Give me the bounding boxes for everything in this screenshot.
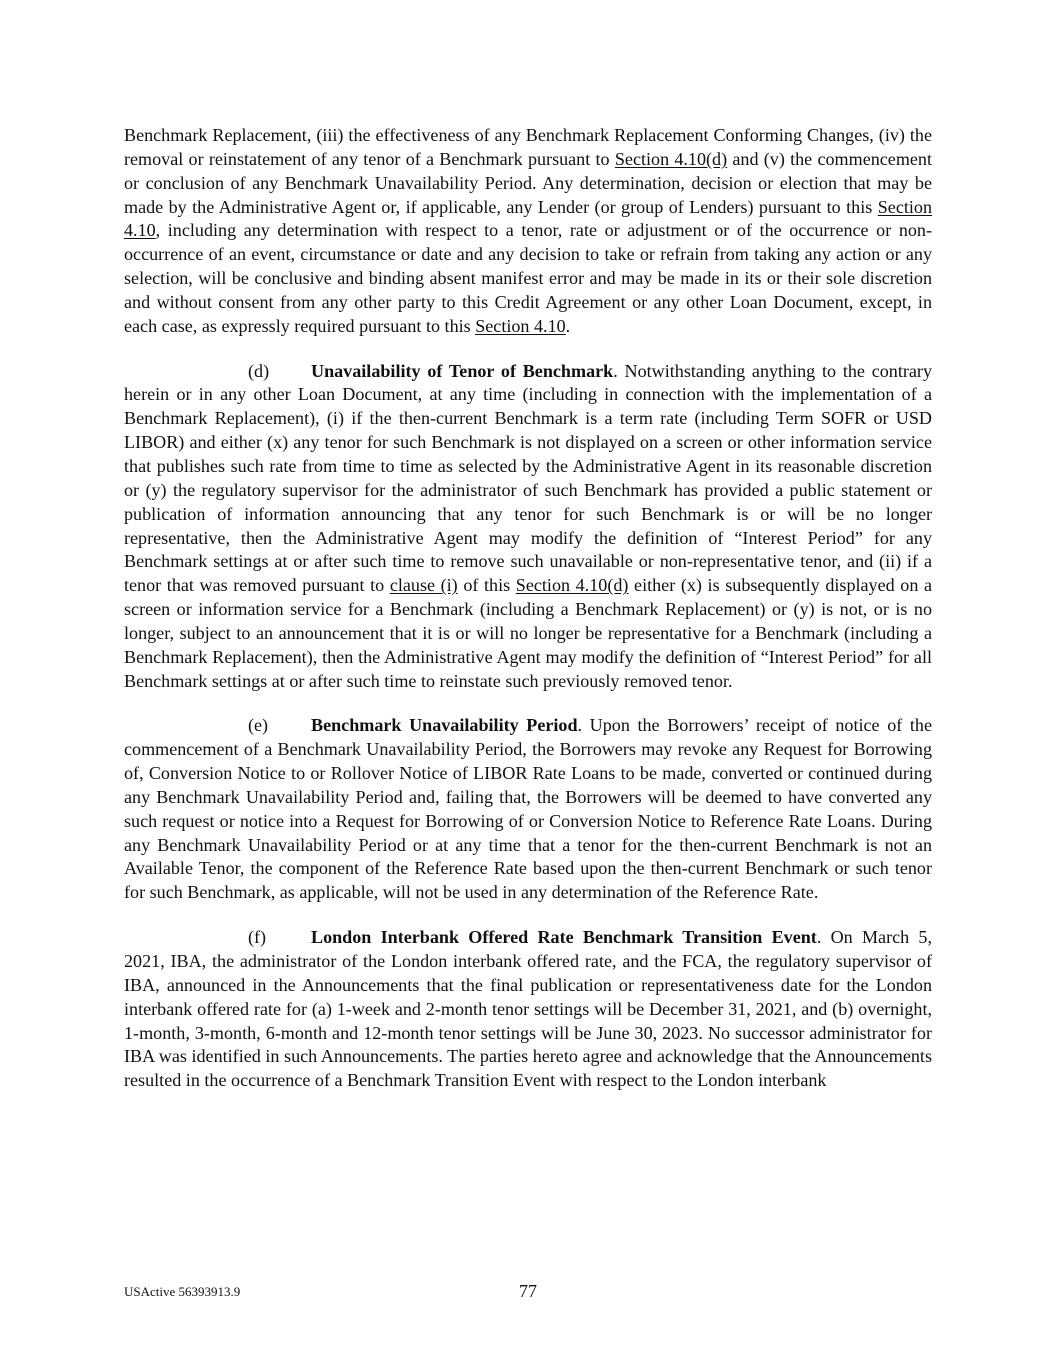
section-number: (f) — [248, 927, 267, 948]
cross-reference-link[interactable]: clause (i) — [389, 575, 458, 596]
text-run: either (x) is subsequently displayed on a screen or information service for a Benchmark (including a Benchmark Replacement) or (y) is not, or is no longer, subject to an announcement that it is or will no longer be representative for a Benchmark (including a Benchmark Replacement), then the Administrative Agent may modify the definition of “Interest Period” for all Benchmark settings at or after such time to reinstate such previously removed tenor. — [124, 575, 933, 691]
cross-reference-link[interactable]: Section 4.10(d) — [614, 148, 728, 169]
cross-reference-link[interactable]: Section 4.10(d) — [515, 575, 629, 596]
paragraph-section-c-continued — [124, 124, 932, 339]
text-run: and (v) the commencement or conclusion of any Benchmark Unavailability Period. Any determination, decision or election that may be made by the Administrative Agent or, if applicable, any Lender (or group of Lenders) pursuant to this — [124, 148, 933, 217]
section-number: (d) — [248, 360, 270, 381]
text-run: . — [565, 315, 571, 336]
cross-reference-link[interactable]: Section 4.10 — [475, 315, 566, 336]
text-run: . Upon the Borrowers’ receipt of notice of the commencement of a Benchmark Unavailability Period, the Borrowers may revoke any Request for Borrowing of, Conversion Notice to or Rollover Notice of LIBOR Rate Loans to be made, converted or continued during any Benchmark Unavailability Period and, failing that, the Borrowers will be deemed to have converted any such request or notice into a Request for Borrowing of or Conversion Notice to Reference Rate Loans. During any Benchmark Unavailability Period or at any time that a tenor for the then-current Benchmark is not an Available Tenor, the component of the Reference Rate based upon the then-current Benchmark or such tenor for such Benchmark, as applicable, will not be used in any determination of the Reference Rate. — [124, 715, 932, 903]
document-body — [124, 124, 932, 1093]
text-run: . On March 5, 2021, IBA, the administrator of the London interbank offered rate, and the FCA, the regulatory supervisor of IBA, announced in the Announcements that the final publication or representativeness date for the London interbank offered rate for (a) 1-week and 2-month tenor settings will be December 31, 2021, and (b) overnight, 1-month, 3-month, 6-month and 12-month tenor settings will be June 30, 2023. No successor administrator for IBA was identified in such Announcements. The parties hereto agree and acknowledge that the Announcements resulted in the occurrence of a Benchmark Transition Event with respect to the London interbank — [124, 927, 933, 1091]
text-run: of this — [457, 575, 516, 596]
page-number: 77 — [519, 1281, 537, 1301]
section-number: (e) — [248, 715, 269, 736]
text-run: . Notwithstanding anything to the contrary herein or in any other Loan Document, at any time (including in connection with the implementation of a Benchmark Replacement), (i) if the then-current Benchmark is a term rate (including Term SOFR or USD LIBOR) and either (x) any tenor for such Benchmark is not displayed on a screen or other information service that publishes such rate from time to time as selected by the Administrative Agent in its reasonable discretion or (y) the regulatory supervisor for the administrator of such Benchmark has provided a public statement or publication of information announcing that any tenor for such Benchmark is or will be no longer representative, then the Administrative Agent may modify the definition of “Interest Period” for any Benchmark settings at or after such time to remove such unavailable or non-representative tenor, and (ii) if a tenor that was removed pursuant to — [124, 360, 933, 596]
section-heading: Unavailability of Tenor of Benchmark — [311, 360, 614, 381]
section-heading: Benchmark Unavailability Period — [311, 715, 578, 736]
section-heading: London Interbank Offered Rate Benchmark Transition Event — [311, 927, 817, 948]
paragraph-section-e — [124, 714, 932, 905]
paragraph-section-f — [124, 926, 932, 1093]
footer-document-id: USActive 56393913.9 — [124, 1284, 241, 1299]
cross-reference-link[interactable]: Section 4.10 — [124, 196, 932, 241]
text-run: Benchmark Replacement, (iii) the effectiveness of any Benchmark Replacement Conforming Changes, (iv) the removal or reinstatement of any tenor of a Benchmark pursuant to — [124, 125, 932, 169]
paragraph-section-d — [124, 360, 932, 694]
text-run: , including any determination with respect to a tenor, rate or adjustment or of the occurrence or non-occurrence of an event, circumstance or date and any decision to take or refrain from taking any action or any selection, will be conclusive and binding absent manifest error and may be made in its or their sole discretion and without consent from any other party to this Credit Agreement or any other Loan Document, except, in each case, as expressly required pursuant to this — [124, 220, 932, 336]
